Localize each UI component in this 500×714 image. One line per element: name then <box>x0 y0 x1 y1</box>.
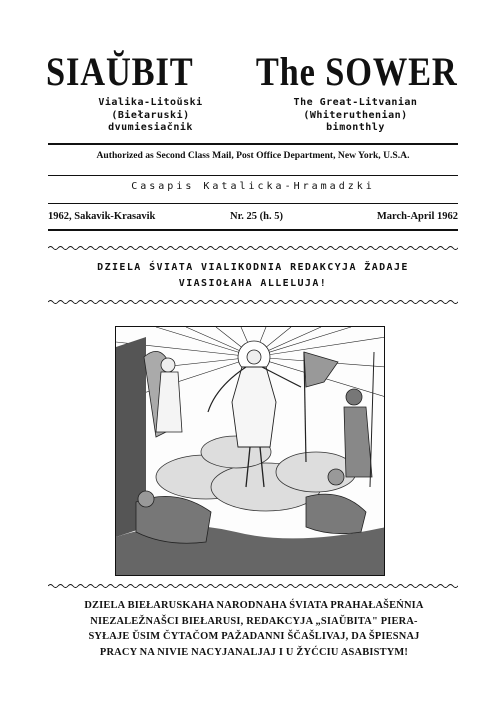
issue-date-local: 1962, Sakavik-Krasavik <box>48 211 156 222</box>
mailing-authorization: Authorized as Second Class Mail, Post Office Department, New York, U.S.A. <box>96 150 410 161</box>
wavy-line <box>48 247 458 250</box>
subtitle-english <box>253 97 458 135</box>
wavy-divider <box>48 582 458 590</box>
masthead-subtitles <box>48 97 458 135</box>
wavy-line <box>48 301 458 304</box>
headline-line: DZIELA ŚVIATA VIALIKODNIA REDAKCYJA ŽADAJE <box>97 262 409 273</box>
masthead-title-local: SIAŬBIT <box>46 49 194 94</box>
greeting-line: NIEZALEŽNAŠCI BIEŁARUSI, REDAKCYJA „SIAŬBITA" PIERA- <box>90 615 418 627</box>
wavy-line <box>48 585 458 588</box>
greeting-line: SYŁAJE ŬSIM ČYTAČOM PAŽADANNI ŠČAŠLIVAJ, DA ŠPIESNAJ <box>88 631 420 642</box>
greeting-line: PRACY NA NIVIE NACYJANALJAJ I U ŽYĆCIU ASABISTYM! <box>99 646 409 658</box>
angel-figure <box>144 351 182 437</box>
wavy-divider <box>48 244 458 252</box>
subtitle-local <box>48 97 253 135</box>
easter-headline <box>48 260 458 292</box>
greeting-line: DZIELA BIEŁARUSKAHA NARODNAHA ŚVIATA PRAHAŁAŠEŃNIA <box>84 600 424 611</box>
headline-line: VIASIOŁAHA ALLELUJA! <box>178 278 328 289</box>
wavy-divider <box>48 298 458 306</box>
standing-soldier <box>344 352 374 487</box>
divider-rule <box>48 203 458 204</box>
independence-greeting <box>40 598 468 660</box>
resurrection-banner <box>304 352 338 462</box>
divider-rule <box>48 175 458 176</box>
masthead <box>46 50 458 94</box>
subtitle-english-line: bimonthly <box>326 122 385 133</box>
resurrection-engraving <box>115 326 385 576</box>
subtitle-local-line: Vialika-Litoŭski <box>98 97 203 108</box>
subtitle-english-line: The Great-Litvanian <box>293 97 418 108</box>
issue-number: Nr. 25 (h. 5) <box>230 211 283 222</box>
subtitle-local-line: (Biełaruski) <box>111 109 190 121</box>
publisher-line: Casapis Katalicka-Hramadzki <box>131 181 375 192</box>
resurrection-scene-image <box>116 327 385 576</box>
issue-date-english: March-April 1962 <box>376 211 458 222</box>
subtitle-english-line: (Whiteruthenian) <box>303 109 408 121</box>
divider-rule <box>48 229 458 231</box>
subtitle-local-line: dvumiesiačnik <box>108 122 193 133</box>
masthead-title-english: The SOWER <box>256 49 458 94</box>
divider-rule <box>48 143 458 145</box>
